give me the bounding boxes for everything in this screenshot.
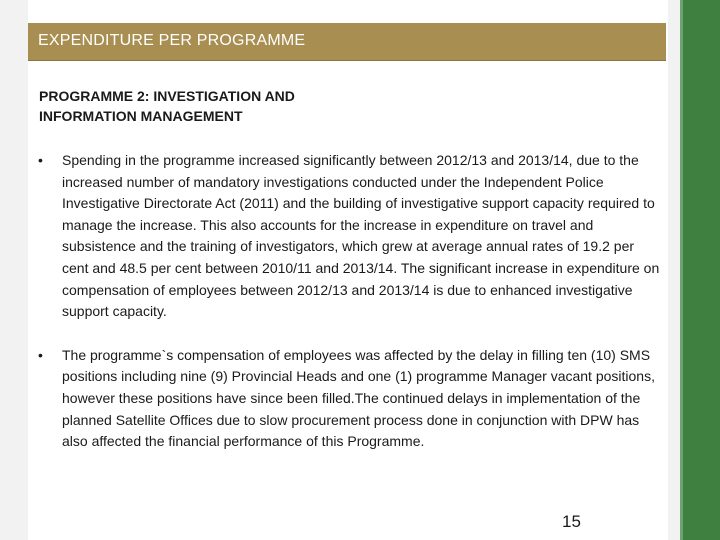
bullet-marker: • (38, 346, 43, 363)
slide-title: EXPENDITURE PER PROGRAMME (38, 32, 306, 49)
bullet-text: Spending in the programme increased significantly between 2012/13 and 2013/14, due to the increased number of mandatory investigations conducted under the Independent Police Investigative Directorate Act (2011) and the building of investigative support capacity required to manage the increase. This also accounts for the increase in expenditure on travel and subsistence and the training of investigators, which grew at average annual rates of 19.2 per cent and 48.5 per cent between 2010/11 and 2013/14. The significant increase in expenditure on compensation of employees between 2012/13 and 2013/14 is due to enhanced investigative support capacity. (62, 152, 660, 320)
title-bar (28, 23, 666, 61)
page-number: 15 (562, 512, 581, 531)
bullet-text: The programme`s compensation of employees was affected by the delay in filling ten (10) SMS positions including nine (9) Provincial Heads and one (1) programme Manager vacant positions, however these positions have since been filled.The continued delays in implementation of the planned Satellite Offices due to slow procurement process done in conjunction with DPW has also affected the financial performance of this Programme. (62, 346, 655, 450)
bullet-list (38, 150, 660, 453)
bullet-item (38, 345, 660, 453)
bullet-item (38, 150, 660, 323)
bullet-marker: • (38, 152, 43, 168)
programme-heading: PROGRAMME 2: INVESTIGATION AND INFORMATION MANAGEMENT (39, 88, 295, 124)
right-accent-highlight (680, 0, 683, 540)
right-accent-stripe (680, 0, 720, 540)
